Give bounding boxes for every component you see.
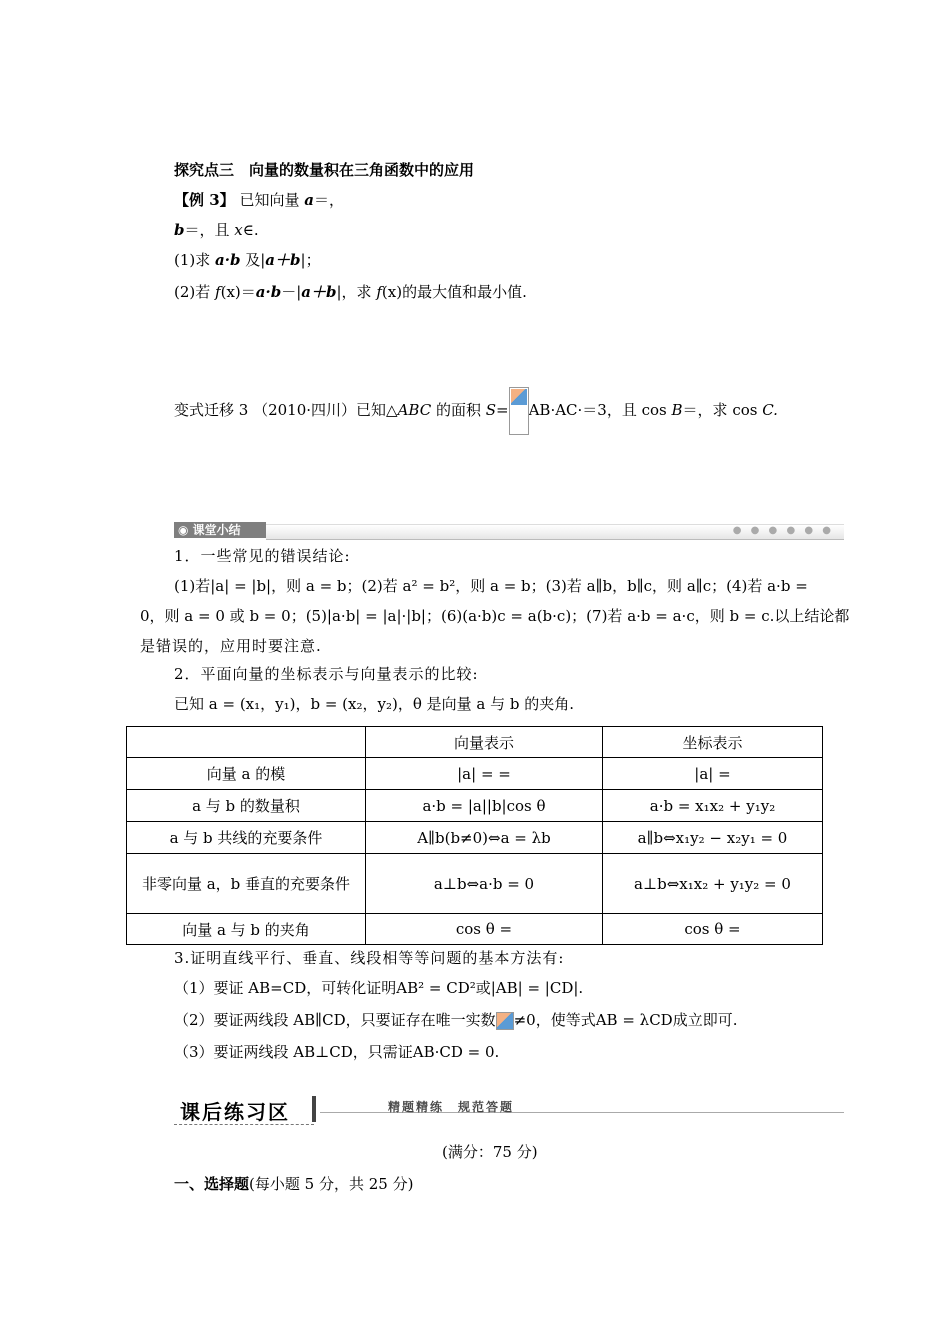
table-cell: a⊥b⇔x₁x₂ + y₁y₂ = 0 — [603, 854, 823, 914]
q-text: 的最大值和最小值. — [402, 283, 527, 301]
broken-image-icon — [509, 387, 529, 435]
divider — [266, 539, 844, 540]
divider — [312, 1096, 316, 1122]
table-cell: 非零向量 a，b 垂直的充要条件 — [127, 854, 366, 914]
m2-text: （2）要证两线段 AB∥CD，只要证存在唯一实数 — [174, 1011, 496, 1029]
v-text: ＝，求 cos — [682, 401, 763, 419]
var-x: x — [234, 221, 243, 239]
v-var: S — [485, 401, 497, 419]
method-3: （3）要证两线段 AB⊥CD，只需证AB·CD = 0. — [174, 1043, 500, 1061]
table-cell: |a| = — [603, 758, 823, 790]
table-row — [127, 758, 823, 790]
section-1-note: (每小题 5 分，共 25 分) — [249, 1175, 414, 1193]
table-row — [127, 914, 823, 945]
example-question-2 — [174, 282, 527, 302]
example-text: ∈. — [242, 221, 259, 239]
summary-p1-line-2: 0，则 a = 0 或 b = 0；(5)|a·b| = |a|·|b|；(6)(a·b)c = a(b·c)；(7)若 a·b = a·c，则 b = c.以上结论都 — [140, 607, 850, 625]
table-header-row — [127, 727, 823, 758]
variant-exercise — [174, 386, 778, 435]
example-tag: 【例 3】 — [174, 191, 235, 209]
example-line-1 — [174, 190, 344, 210]
homework-banner — [174, 1094, 844, 1130]
divider — [174, 1124, 314, 1125]
table-row — [127, 854, 823, 914]
example-question-1 — [174, 250, 321, 270]
table-cell: 向量 a 与 b 的夹角 — [127, 914, 366, 945]
summary-bar-label: ◉ 课堂小结 — [174, 522, 266, 538]
section-1-label: 一、选择题 — [174, 1175, 250, 1193]
q-text: |； — [300, 251, 321, 269]
table-cell: |a| = = — [366, 758, 603, 790]
method-2 — [174, 1010, 737, 1030]
table-cell: A∥b(b≠0)⇔a = λb — [366, 822, 603, 854]
v-text: 的面积 — [431, 401, 486, 419]
m2-text: ≠0，使等式AB = λCD成立即可. — [513, 1011, 738, 1029]
table-row — [127, 790, 823, 822]
example-line-2 — [174, 220, 259, 240]
summary-p2-given: 已知 a = (x₁，y₁)，b = (x₂，y₂)，θ 是向量 a 与 b 的夹角. — [174, 695, 575, 713]
q-text: －| — [281, 283, 302, 301]
summary-p1-title: 1．一些常见的错误结论: — [174, 547, 351, 565]
summary-p1-line-3: 是错误的，应用时要注意. — [140, 637, 322, 655]
q-text: (1)求 — [174, 251, 216, 269]
q-text: ＝ — [240, 283, 256, 301]
section-1-heading — [174, 1174, 413, 1194]
table-row — [127, 822, 823, 854]
table-cell: a·b = |a||b|cos θ — [366, 790, 603, 822]
method-1: （1）要证 AB=CD，可转化证明AB² = CD²或|AB| = |CD|. — [174, 979, 584, 997]
v-var: ABC — [397, 401, 432, 419]
homework-subtitle: 精题精练 规范答题 — [388, 1100, 515, 1114]
q-text: 及| — [240, 251, 266, 269]
example-text: ＝， — [313, 191, 344, 209]
q-func: f — [376, 283, 382, 301]
q-expr: a·b — [255, 283, 282, 301]
summary-p1-line-1: (1)若|a| = |b|，则 a = b；(2)若 a² = b²，则 a = b；(3)若 a∥b，b∥c，则 a∥c；(4)若 a·b = — [174, 577, 808, 595]
summary-p2-title: 2．平面向量的坐标表示与向量表示的比较: — [174, 665, 479, 683]
q-expr: a·b — [215, 251, 241, 269]
homework-title: 课后练习区 — [180, 1100, 290, 1124]
example-text: 已知向量 — [239, 191, 300, 209]
table-cell: a∥b⇔x₁y₂ − x₂y₁ = 0 — [603, 822, 823, 854]
summary-bar — [174, 522, 844, 540]
methods-title: 3.证明直线平行、垂直、线段相等等问题的基本方法有: — [174, 949, 565, 967]
q-expr: a＋b — [301, 283, 337, 301]
vector-b: b — [174, 221, 185, 239]
table-header-cell: 坐标表示 — [603, 727, 823, 758]
q-func: f — [215, 283, 221, 301]
q-text: (x) — [381, 283, 403, 301]
vector-a: a — [304, 191, 314, 209]
broken-image-icon — [496, 1012, 514, 1030]
q-text: (x) — [220, 283, 241, 301]
q-expr: a＋b — [265, 251, 301, 269]
q-text: (2)若 — [174, 283, 216, 301]
table-cell: 向量 a 的模 — [127, 758, 366, 790]
table-header-cell — [127, 727, 366, 758]
table-cell: a 与 b 的数量积 — [127, 790, 366, 822]
section-heading: 探究点三 向量的数量积在三角函数中的应用 — [174, 161, 475, 179]
table-cell: a·b = x₁x₂ + y₁y₂ — [603, 790, 823, 822]
score-note: (满分：75 分) — [442, 1143, 538, 1161]
v-text: AB·AC·＝3，且 cos — [528, 401, 672, 419]
v-var: C. — [762, 401, 778, 419]
dots-decoration-icon: ● ● ● ● ● ● — [732, 525, 834, 536]
v-text: 变式迁移 3 （2010·四川）已知△ — [174, 401, 398, 419]
comparison-table — [126, 726, 823, 945]
table-cell: cos θ = — [603, 914, 823, 945]
q-text: |，求 — [336, 283, 377, 301]
table-cell: a⊥b⇔a·b = 0 — [366, 854, 603, 914]
table-header-cell: 向量表示 — [366, 727, 603, 758]
table-cell: cos θ = — [366, 914, 603, 945]
example-text: ＝，且 — [184, 221, 235, 239]
v-text: = — [496, 401, 509, 419]
v-var: B — [671, 401, 683, 419]
table-cell: a 与 b 共线的充要条件 — [127, 822, 366, 854]
